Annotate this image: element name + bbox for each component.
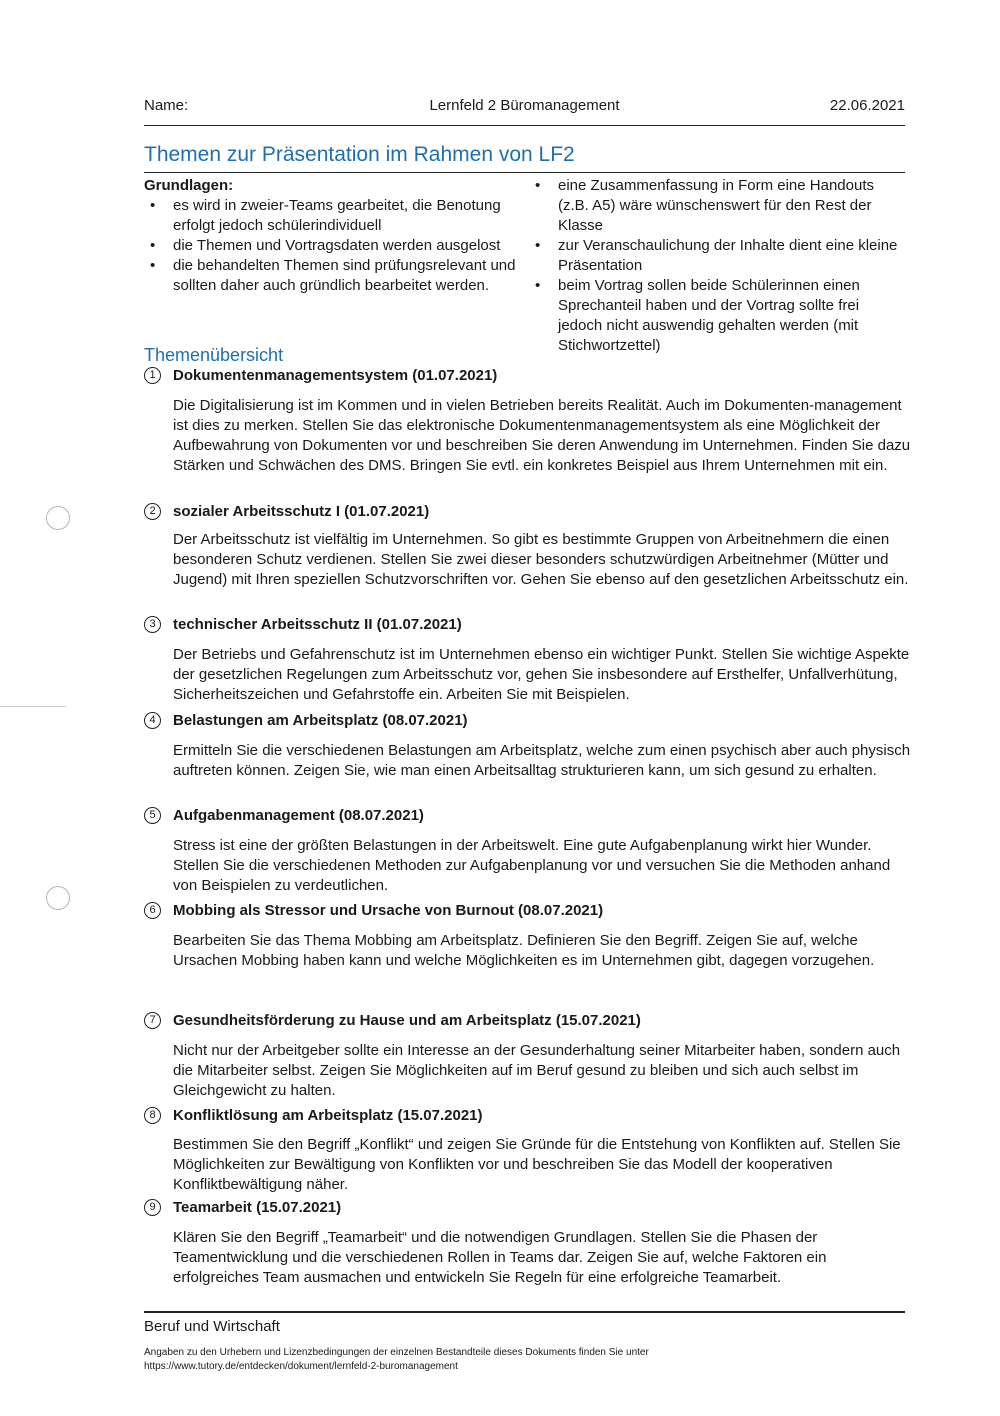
footer-legal — [144, 1346, 904, 1374]
page-title: Themen zur Präsentation im Rahmen von LF2 — [144, 142, 905, 173]
date-label: 22.06.2021 — [829, 97, 905, 114]
topic-number-badge: 5 — [144, 807, 161, 824]
topic-number-badge: 6 — [144, 902, 161, 919]
topic-description: Bestimmen Sie den Begriff „Konflikt“ und zeigen Sie Gründe für die Entstehung von Konflikten auf. Stellen Sie Möglichkeiten zur Bewältigung von Konflikten vor und beschreiben Sie das Modell der kooperativen Konfliktbewältigung näher. — [173, 1136, 901, 1193]
topic-title-text: technischer Arbeitsschutz II (01.07.2021) — [173, 616, 462, 633]
topic-number-badge: 4 — [144, 712, 161, 729]
topic-description: Die Digitalisierung ist im Kommen und in vielen Betrieben bereits Realität. Auch im Dokumenten-management ist dies zu merken. Stellen Sie das elektronische Dokumentenmanagementsystem als eine Möglichkeit der Aufbewahrung von Dokumenten vor und beschreiben Sie deren Anwendung im Unternehmen. Finden Sie dazu Stärken und Schwächen des DMS. Bringen Sie evtl. ein konkretes Beispiel aus Ihrem Unternehmen mit ein. — [173, 397, 911, 474]
list-item: • zur Veranschaulichung der Inhalte dient eine kleine Präsentation — [529, 236, 905, 276]
topic-title-text: sozialer Arbeitsschutz I (01.07.2021) — [173, 503, 430, 520]
topic-description: Ermitteln Sie die verschiedenen Belastungen am Arbeitsplatz, welche zum einen psychisch aber auch physisch auftreten können. Zeigen Sie, wie man einen Arbeitsalltag strukturieren kann, um sich gesund zu erhalten. — [173, 742, 911, 779]
topic-description: Bearbeiten Sie das Thema Mobbing am Arbeitsplatz. Definieren Sie den Begriff. Zeigen Sie auf, welche Ursachen Mobbing haben kann und welche Möglichkeiten es im Unternehmen gibt, dagegen vorzugehen. — [173, 932, 875, 969]
basics-list-left — [144, 196, 524, 296]
topic-number-badge: 1 — [144, 367, 161, 384]
topic-description: Der Arbeitsschutz ist vielfältig im Unternehmen. So gibt es bestimmte Gruppen von Arbeitnehmern die einen besonderen Schutz verdienen. Stellen Sie zwei dieser besonders schutzwürdigen Arbeitnehmer (Mütter und Jugend) mit Ihren speziellen Schutzvorschriften vor. Gehen Sie ebenso auf den gesetzlichen Arbeitsschutz ein. — [173, 531, 909, 588]
topic-description: Nicht nur der Arbeitgeber sollte ein Interesse an der Gesunderhaltung seiner Mitarbeiter haben, sondern auch die Mitarbeiter selbst. Zeigen Sie Möglichkeiten auf im Beruf gesund zu bleiben und sich auch selbst im Gleichgewicht zu halten. — [173, 1042, 901, 1099]
footer-divider — [144, 1311, 905, 1313]
punch-hole-top — [46, 506, 70, 530]
list-item: • die Themen und Vortragsdaten werden ausgelost — [144, 236, 524, 256]
topic-title-text: Dokumentenmanagementsystem (01.07.2021) — [173, 367, 498, 384]
basics-right-column — [529, 176, 905, 356]
basics-list-right — [529, 176, 905, 356]
list-item: • beim Vortrag sollen beide Schülerinnen einen Sprechanteil haben und der Vortrag sollte frei jedoch nicht auswendig gehalten werden (mit Stichwortzettel) — [529, 276, 905, 356]
footer-source-link[interactable]: https://www.tutory.de/entdecken/dokument/lernfeld-2-buromanagement — [144, 1361, 458, 1372]
topic-title-text: Mobbing als Stressor und Ursache von Burnout (08.07.2021) — [173, 902, 604, 919]
footer-legal-text: Angaben zu den Urhebern und Lizenzbedingungen der einzelnen Bestandteile dieses Dokuments finden Sie unter — [144, 1347, 649, 1358]
topic-number-badge: 7 — [144, 1012, 161, 1029]
topic-description: Stress ist eine der größten Belastungen in der Arbeitswelt. Eine gute Aufgabenplanung wirkt hier Wunder. Stellen Sie die verschiedenen Methoden zur Aufgabenplanung vor und versuchen Sie die Methoden anhand von Beispielen zu verdeutlichen. — [173, 837, 891, 894]
fold-mark — [0, 706, 66, 707]
overview-heading: Themenübersicht — [144, 345, 284, 365]
punch-hole-bottom — [46, 886, 70, 910]
topic-title-text: Konfliktlösung am Arbeitsplatz (15.07.2021) — [173, 1107, 483, 1124]
footer-brand: Beruf und Wirtschaft — [144, 1318, 280, 1335]
topic-title-text: Gesundheitsförderung zu Hause und am Arbeitsplatz (15.07.2021) — [173, 1012, 641, 1029]
list-item: • eine Zusammenfassung in Form eine Handouts (z.B. A5) wäre wünschenswert für den Rest der Klasse — [529, 176, 905, 236]
topic-number-badge: 9 — [144, 1199, 161, 1216]
topic-title-text: Belastungen am Arbeitsplatz (08.07.2021) — [173, 712, 468, 729]
topic-title-text: Aufgabenmanagement (08.07.2021) — [173, 807, 424, 824]
topic-description: Der Betriebs und Gefahrenschutz ist im Unternehmen ebenso ein wichtiger Punkt. Stellen Sie wichtige Aspekte der gesetzlichen Regelungen zum Arbeitsschutz vor, gehen Sie insbesondere auf Ersthelfer, Unfallverhütung, Sicherheitszeichen und Gefahrstoffe ein. Arbeiten Sie mit Beispielen. — [173, 646, 910, 703]
topic-number-badge: 2 — [144, 503, 161, 520]
topic-number-badge: 3 — [144, 616, 161, 633]
page-header — [144, 95, 905, 126]
subject-label: Lernfeld 2 Büromanagement — [429, 97, 620, 114]
list-item: • es wird in zweier-Teams gearbeitet, die Benotung erfolgt jedoch schülerindividuell — [144, 196, 524, 236]
topic-description: Klären Sie den Begriff „Teamarbeit“ und die notwendigen Grundlagen. Stellen Sie die Phasen der Teamentwicklung und die verschiedenen Rollen in Teams dar. Zeigen Sie auf, welche Faktoren ein erfolgreiches Team ausmachen und entwickeln Sie Regeln für eine erfolgreiche Teamarbeit. — [173, 1229, 827, 1286]
topic-number-badge: 8 — [144, 1107, 161, 1124]
name-label: Name: — [144, 97, 189, 114]
list-item: • die behandelten Themen sind prüfungsrelevant und sollten daher auch gründlich bearbeitet werden. — [144, 256, 524, 296]
basics-heading: Grundlagen: — [144, 177, 234, 194]
basics-left-column — [144, 176, 524, 296]
topic-title-text: Teamarbeit (15.07.2021) — [173, 1199, 342, 1216]
